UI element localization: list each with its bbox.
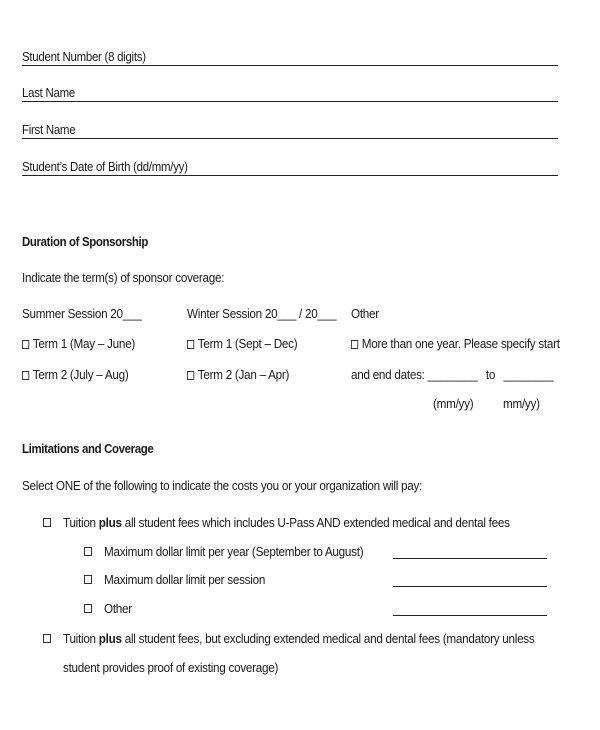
- summer-term1-option[interactable]: [22, 336, 135, 351]
- end-date-format: mm/yy): [503, 396, 540, 411]
- max-per-year-label: Maximum dollar limit per year (September to August): [104, 544, 364, 559]
- other-session-title: Other: [351, 306, 379, 321]
- summer-session-title: Summer Session 20___: [22, 306, 142, 321]
- max-per-session-blank[interactable]: [393, 586, 547, 587]
- winter-term2-checkbox[interactable]: [187, 371, 194, 380]
- summer-term1-label: Term 1 (May – June): [32, 336, 135, 351]
- first-name-label: First Name: [22, 122, 76, 137]
- date-of-birth-label: Student’s Date of Birth (dd/mm/yy): [22, 159, 188, 174]
- option2-suffix: all student fees, but excluding extended medical and dental fees (mandatory unless: [121, 631, 535, 646]
- tuition-excluding-medical-label: [63, 631, 534, 646]
- winter-term2-option[interactable]: [187, 367, 289, 382]
- tuition-excluding-medical-checkbox[interactable]: [43, 634, 51, 643]
- limitations-intro: Select ONE of the following to indicate the costs you or your organization will pay:: [22, 478, 423, 493]
- max-per-year-checkbox[interactable]: [84, 547, 92, 556]
- limitations-heading: Limitations and Coverage: [22, 441, 154, 456]
- first-name-field[interactable]: [22, 118, 558, 139]
- more-than-one-year-label: More than one year. Please specify start: [361, 336, 560, 351]
- option1-bold: plus: [98, 515, 122, 530]
- more-than-one-year-option[interactable]: [351, 336, 560, 351]
- option1-suffix: all student fees which includes U-Pass AND extended medical and dental fees: [121, 515, 510, 530]
- summer-term2-option[interactable]: [22, 367, 128, 382]
- start-date-blank[interactable]: ________: [427, 367, 478, 382]
- tuition-plus-all-fees-checkbox[interactable]: [43, 518, 51, 527]
- option1-prefix: Tuition: [63, 515, 99, 530]
- winter-term1-checkbox[interactable]: [187, 340, 194, 349]
- max-per-session-label: Maximum dollar limit per session: [104, 572, 266, 587]
- end-dates-prefix: and end dates:: [351, 367, 425, 382]
- last-name-label: Last Name: [22, 85, 75, 100]
- winter-session-title: Winter Session 20___ / 20___: [187, 306, 337, 321]
- start-date-format: (mm/yy): [433, 396, 474, 411]
- max-per-session-checkbox[interactable]: [84, 575, 92, 584]
- end-dates-line: [351, 367, 553, 382]
- end-dates-to: to: [485, 367, 496, 382]
- other-limit-blank[interactable]: [393, 615, 547, 616]
- other-limit-checkbox[interactable]: [84, 604, 92, 613]
- student-number-field[interactable]: [22, 45, 558, 66]
- summer-term2-label: Term 2 (July – Aug): [32, 367, 129, 382]
- option2-bold: plus: [98, 631, 122, 646]
- other-limit-label: Other: [104, 601, 132, 616]
- duration-heading: Duration of Sponsorship: [22, 234, 149, 249]
- winter-term2-label: Term 2 (Jan – Apr): [197, 367, 290, 382]
- date-of-birth-field[interactable]: [22, 155, 558, 176]
- max-per-year-blank[interactable]: [393, 558, 547, 559]
- more-than-one-year-checkbox[interactable]: [351, 340, 358, 349]
- summer-term1-checkbox[interactable]: [22, 340, 29, 349]
- winter-term1-option[interactable]: [187, 336, 297, 351]
- summer-term2-checkbox[interactable]: [22, 371, 29, 380]
- last-name-field[interactable]: [22, 81, 558, 102]
- duration-intro: Indicate the term(s) of sponsor coverage:: [22, 270, 225, 285]
- option2-prefix: Tuition: [63, 631, 99, 646]
- tuition-plus-all-fees-label: [63, 515, 510, 530]
- tuition-excluding-medical-line2: student provides proof of existing coverage): [63, 660, 279, 675]
- winter-term1-label: Term 1 (Sept – Dec): [197, 336, 298, 351]
- student-number-label: Student Number (8 digits): [22, 49, 146, 64]
- end-date-blank[interactable]: ________: [503, 367, 554, 382]
